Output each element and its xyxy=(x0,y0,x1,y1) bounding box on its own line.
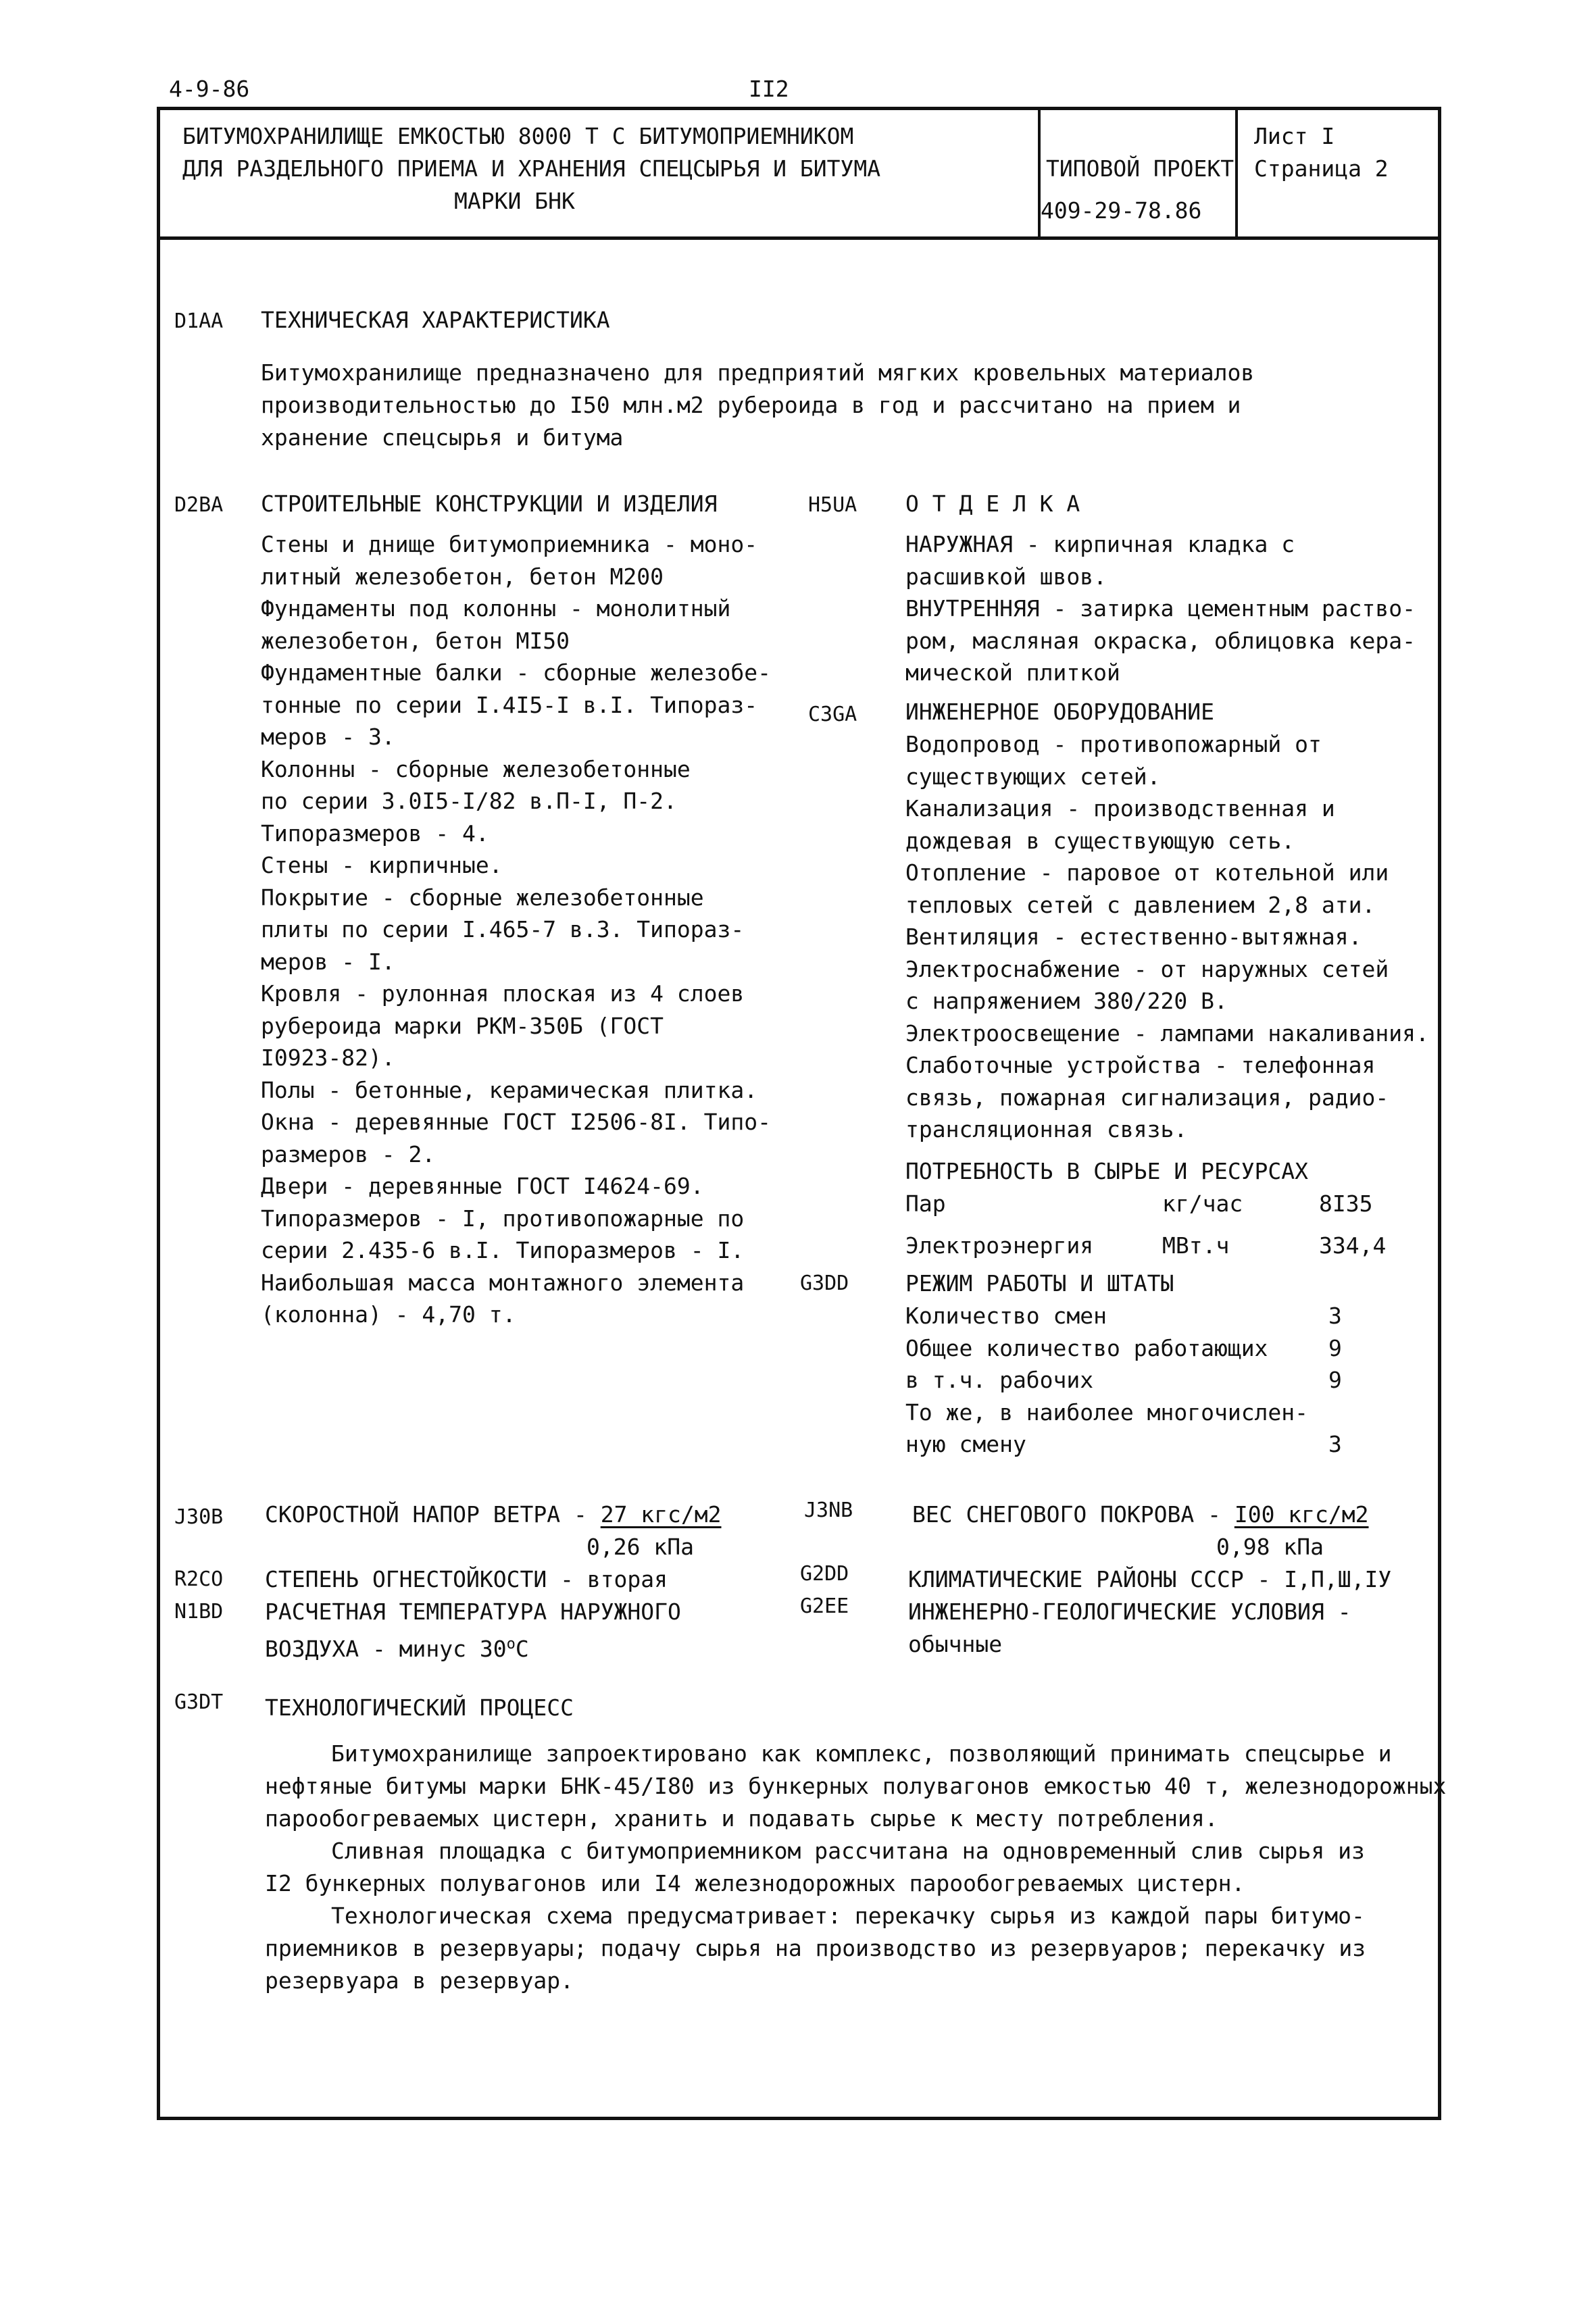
finishing-title: О Т Д Е Л К А xyxy=(905,491,1080,517)
regime-name: Общее количество работающих xyxy=(905,1334,1268,1361)
constructions-line: Стены и днище битумоприемника - моно- xyxy=(261,531,758,557)
process-line: Технологическая схема предусматривает: перекачку сырья из каждой пары битумо- xyxy=(331,1903,1365,1929)
constructions-line: тонные по серии I.4I5-I в.I. Типораз- xyxy=(261,691,758,718)
constructions-line: литный железобетон, бетон М200 xyxy=(261,563,664,590)
wind-line xyxy=(265,1499,722,1531)
constructions-line: Колонны - сборные железобетонные xyxy=(261,755,691,782)
snow-value-kgs: I00 кгс/м2 xyxy=(1234,1501,1369,1528)
finishing-line: мической плиткой xyxy=(905,659,1120,686)
engineering-line: трансляционная связь. xyxy=(905,1116,1188,1142)
code-fire: R2CO xyxy=(174,1567,224,1591)
engineering-line: Электроснабжение - от наружных сетей xyxy=(905,955,1389,982)
engineering-line: связь, пожарная сигнализация, радио- xyxy=(905,1084,1389,1111)
geology-line-1: ИНЖЕНЕРНО-ГЕОЛОГИЧЕСКИЕ УСЛОВИЯ - xyxy=(908,1599,1351,1625)
regime-name: в т.ч. рабочих xyxy=(905,1367,1094,1393)
finishing-line: НАРУЖНАЯ - кирпичная кладка с xyxy=(905,531,1295,557)
code-tech: D1AA xyxy=(174,309,224,333)
constructions-list xyxy=(261,528,771,1331)
constructions-line: Наибольшая масса монтажного элемента xyxy=(261,1269,745,1296)
engineering-line: Электроосвещение - лампами накаливания. xyxy=(905,1020,1429,1047)
constructions-line: меров - I. xyxy=(261,948,395,975)
header-vdivider-2 xyxy=(1235,107,1238,236)
finishing-line: ВНУТРЕННЯЯ - затирка цементным раство- xyxy=(905,595,1416,622)
engineering-line: существующих сетей. xyxy=(905,763,1161,790)
code-geology: G2EE xyxy=(800,1594,849,1618)
header-title-line-1: БИТУМОХРАНИЛИЩЕ ЕМКОСТЬЮ 8000 Т С БИТУМОПРИЕМНИКОМ xyxy=(182,123,854,149)
constructions-title: СТРОИТЕЛЬНЫЕ КОНСТРУКЦИИ И ИЗДЕЛИЯ xyxy=(261,491,718,517)
process-line: Битумохранилище запроектировано как комплекс, позволяющий принимать спецсырье и xyxy=(331,1740,1392,1767)
constructions-line: железобетон, бетон МI50 xyxy=(261,627,570,654)
process-line: Сливная площадка с битумоприемником рассчитана на одновременный слив сырья из xyxy=(331,1838,1365,1864)
constructions-line: Фундаменты под колонны - монолитный xyxy=(261,595,731,622)
regime-value: 3 xyxy=(1328,1431,1342,1457)
code-climate: G2DD xyxy=(800,1562,849,1586)
engineering-line: Слаботочные устройства - телефонная xyxy=(905,1052,1376,1078)
project-number: 409-29-78.86 xyxy=(1041,197,1202,224)
document-number: 4-9-86 xyxy=(169,76,250,102)
temperature-line-2 xyxy=(265,1628,529,1665)
finishing-line: ром, масляная окраска, облицовка кера- xyxy=(905,627,1416,654)
constructions-line: рубероида марки РКМ-350Б (ГОСТ xyxy=(261,1012,664,1039)
engineering-title: ИНЖЕНЕРНОЕ ОБОРУДОВАНИЕ xyxy=(905,699,1214,725)
regime-row xyxy=(905,1428,1365,1461)
resource-value: 8I35 xyxy=(1319,1190,1373,1217)
process-line: резервуара в резервуар. xyxy=(265,1967,574,1994)
process-line: приемников в резервуары; подачу сырья на производство из резервуаров; перекачку из xyxy=(265,1935,1366,1961)
regime-value: 9 xyxy=(1328,1334,1342,1361)
temperature-unit: С xyxy=(515,1636,529,1662)
code-snow: J3NB xyxy=(804,1499,853,1522)
header-divider xyxy=(157,236,1441,240)
code-temperature: N1BD xyxy=(174,1600,224,1624)
constructions-line: Фундаментные балки - сборные железобе- xyxy=(261,659,771,686)
resource-name: Электроэнергия xyxy=(905,1232,1094,1259)
project-label: ТИПОВОЙ ПРОЕКТ xyxy=(1046,155,1235,182)
engineering-line: Канализация - производственная и xyxy=(905,795,1335,822)
wind-value-kgs: 27 кгс/м2 xyxy=(600,1501,722,1528)
finishing-list xyxy=(905,528,1416,689)
constructions-line: Стены - кирпичные. xyxy=(261,852,503,878)
temperature-text: ВОЗДУХА - минус 30 xyxy=(265,1636,507,1662)
process-line: I2 бункерных полувагонов или I4 железнодорожных парообогреваемых цистерн. xyxy=(265,1870,1245,1896)
finishing-line: расшивкой швов. xyxy=(905,563,1107,590)
snow-line xyxy=(912,1499,1369,1531)
regime-table xyxy=(905,1300,1365,1461)
resource-name: Пар xyxy=(905,1190,946,1217)
engineering-list xyxy=(905,728,1429,1146)
resource-unit: МВт.ч xyxy=(1162,1232,1230,1259)
constructions-line: (колонна) - 4,70 т. xyxy=(261,1301,516,1328)
temperature-line-1: РАСЧЕТНАЯ ТЕМПЕРАТУРА НАРУЖНОГО xyxy=(265,1599,681,1625)
tech-line-1: Битумохранилище предназначено для предприятий мягких кровельных материалов xyxy=(261,359,1255,386)
regime-name: Количество смен xyxy=(905,1303,1107,1329)
climate-regions: КЛИМАТИЧЕСКИЕ РАЙОНЫ СССР - I,П,Ш,IУ xyxy=(908,1566,1392,1592)
regime-row xyxy=(905,1397,1365,1429)
geology-line-2: обычные xyxy=(908,1631,1003,1657)
tech-title: ТЕХНИЧЕСКАЯ ХАРАКТЕРИСТИКА xyxy=(261,307,610,333)
constructions-line: Типоразмеров - I, противопожарные по xyxy=(261,1205,745,1232)
regime-value: 3 xyxy=(1328,1303,1342,1329)
sheet-number: Лист I xyxy=(1254,123,1335,149)
degree-mark: о xyxy=(506,1636,516,1653)
snow-value-kpa: 0,98 кПа xyxy=(1216,1534,1324,1560)
resources-title: ПОТРЕБНОСТЬ В СЫРЬЕ И РЕСУРСАХ xyxy=(905,1158,1309,1184)
regime-row xyxy=(905,1364,1365,1397)
header-title-line-2: ДЛЯ РАЗДЕЛЬНОГО ПРИЕМА И ХРАНЕНИЯ СПЕЦСЫРЬЯ И БИТУМА xyxy=(182,155,881,182)
engineering-line: с напряжением 380/220 В. xyxy=(905,988,1228,1014)
resources-table xyxy=(905,1188,1392,1261)
constructions-line: Типоразмеров - 4. xyxy=(261,820,489,847)
engineering-line: Вентиляция - естественно-вытяжная. xyxy=(905,924,1362,950)
constructions-line: серии 2.435-6 в.I. Типоразмеров - I. xyxy=(261,1237,745,1263)
engineering-line: тепловых сетей с давлением 2,8 ати. xyxy=(905,891,1376,918)
fire-resistance: СТЕПЕНЬ ОГНЕСТОЙКОСТИ - вторая xyxy=(265,1566,668,1592)
header-title-line-3: МАРКИ БНК xyxy=(454,188,575,214)
process-title: ТЕХНОЛОГИЧЕСКИЙ ПРОЦЕСС xyxy=(265,1694,574,1721)
resource-unit: кг/час xyxy=(1162,1190,1243,1217)
code-process: G3DT xyxy=(174,1690,224,1714)
page-number: II2 xyxy=(749,76,789,102)
process-line: парообогреваемых цистерн, хранить и подавать сырье к месту потребления. xyxy=(265,1805,1218,1832)
constructions-line: по серии 3.0I5-I/82 в.П-I, П-2. xyxy=(261,788,677,814)
wind-label: СКОРОСТНОЙ НАПОР ВЕТРА - xyxy=(265,1501,601,1528)
regime-title: РЕЖИМ РАБОТЫ И ШТАТЫ xyxy=(905,1270,1174,1297)
regime-value: 9 xyxy=(1328,1367,1342,1393)
code-engineering: C3GA xyxy=(808,703,857,726)
tech-line-2: производительностью до I50 млн.м2 рубероида в год и рассчитано на прием и xyxy=(261,392,1241,418)
constructions-line: размеров - 2. xyxy=(261,1140,436,1167)
code-regime: G3DD xyxy=(800,1272,849,1295)
constructions-line: Двери - деревянные ГОСТ I4624-69. xyxy=(261,1173,704,1199)
regime-name: ную смену xyxy=(905,1431,1026,1457)
resources-row xyxy=(905,1188,1392,1220)
regime-row xyxy=(905,1300,1365,1332)
snow-label: ВЕС СНЕГОВОГО ПОКРОВА - xyxy=(912,1501,1235,1528)
code-finishing: H5UA xyxy=(808,493,857,517)
constructions-line: Окна - деревянные ГОСТ I2506-8I. Типо- xyxy=(261,1109,771,1135)
engineering-line: дождевая в существующую сеть. xyxy=(905,827,1295,854)
engineering-line: Водопровод - противопожарный от xyxy=(905,731,1322,757)
tech-line-3: хранение спецсырья и битума xyxy=(261,424,624,451)
code-wind: J30B xyxy=(174,1505,224,1529)
code-constructions: D2BA xyxy=(174,493,224,517)
resources-row xyxy=(905,1230,1392,1262)
regime-row xyxy=(905,1332,1365,1365)
engineering-line: Отопление - паровое от котельной или xyxy=(905,859,1389,886)
wind-value-kpa: 0,26 кПа xyxy=(587,1534,694,1560)
constructions-line: I0923-82). xyxy=(261,1045,395,1071)
constructions-line: Покрытие - сборные железобетонные xyxy=(261,884,704,911)
constructions-line: меров - 3. xyxy=(261,724,395,750)
page-label: Страница 2 xyxy=(1254,155,1389,182)
constructions-line: плиты по серии I.465-7 в.3. Типораз- xyxy=(261,916,745,942)
process-line: нефтяные битумы марки БНК-45/I80 из бункерных полувагонов емкостью 40 т, железнодорожных xyxy=(265,1773,1447,1799)
constructions-line: Кровля - рулонная плоская из 4 слоев xyxy=(261,980,745,1007)
constructions-line: Полы - бетонные, керамическая плитка. xyxy=(261,1076,758,1103)
regime-name: То же, в наиболее многочислен- xyxy=(905,1399,1309,1426)
resource-value: 334,4 xyxy=(1319,1232,1387,1259)
